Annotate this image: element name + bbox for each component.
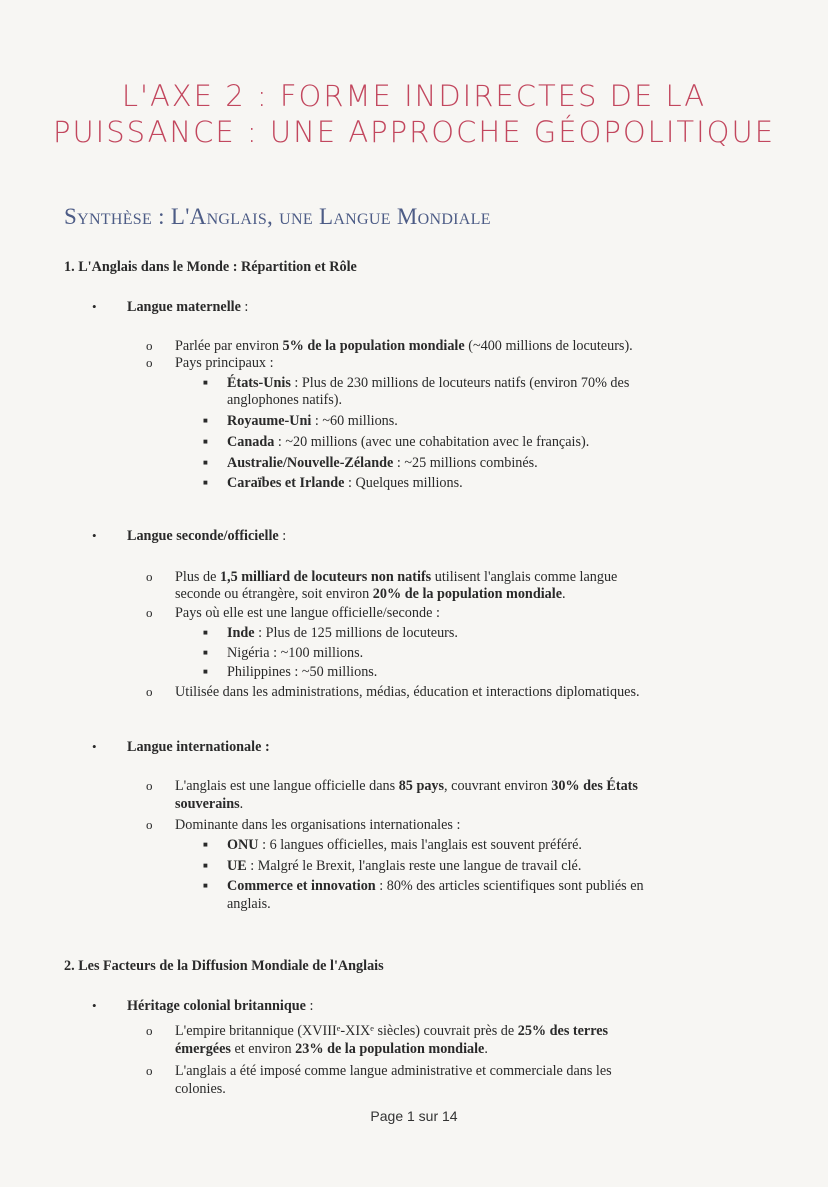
bold-text: Héritage colonial britannique bbox=[127, 998, 306, 1014]
bold-text: Langue seconde/officielle bbox=[127, 528, 279, 544]
bold-text: Langue internationale : bbox=[127, 739, 270, 755]
bold-text: Royaume-Uni bbox=[227, 413, 312, 429]
text: L'empire britannique (XVIIIᵉ-XIXᵉ siècles) couvrait près de bbox=[175, 1023, 518, 1039]
text: utilisent l'anglais comme langue bbox=[431, 569, 618, 585]
text: : bbox=[278, 528, 287, 544]
bold-text: 1,5 milliard de locuteurs non natifs bbox=[219, 569, 432, 585]
circle-bullet-icon: o bbox=[146, 1063, 153, 1078]
list-item bbox=[127, 527, 286, 545]
bold-text: 25% des terres bbox=[517, 1023, 609, 1039]
list-item bbox=[227, 391, 342, 409]
list-item bbox=[175, 777, 638, 795]
list-item bbox=[127, 738, 270, 756]
circle-bullet-icon: o bbox=[146, 569, 153, 584]
bold-text: Inde bbox=[227, 625, 255, 641]
list-item bbox=[227, 663, 377, 681]
text: anglophones natifs). bbox=[227, 392, 343, 408]
bold-text: Langue maternelle bbox=[127, 299, 241, 315]
list-item bbox=[175, 683, 640, 701]
square-bullet-icon: ■ bbox=[203, 840, 208, 849]
text: . bbox=[562, 586, 566, 602]
list-item bbox=[175, 1022, 608, 1040]
title-line-1: L'AXE 2 : FORME INDIRECTES DE LA bbox=[121, 79, 707, 113]
text: : Malgré le Brexit, l'anglais reste une langue de travail clé. bbox=[246, 858, 582, 874]
list-item bbox=[175, 1080, 226, 1098]
text: Philippines : ~50 millions. bbox=[227, 664, 378, 680]
text: Parlée par environ bbox=[175, 338, 283, 354]
square-bullet-icon: ■ bbox=[203, 628, 208, 637]
text: , couvrant environ bbox=[444, 778, 552, 794]
bold-text: Canada bbox=[227, 434, 275, 450]
square-bullet-icon: ■ bbox=[203, 416, 208, 425]
circle-bullet-icon: o bbox=[146, 1023, 153, 1038]
list-item bbox=[227, 474, 463, 492]
square-bullet-icon: ■ bbox=[203, 667, 208, 676]
list-item bbox=[227, 895, 271, 913]
bullet-icon: • bbox=[92, 998, 97, 1013]
text: L'anglais a été imposé comme langue administrative et commerciale dans les bbox=[175, 1063, 612, 1079]
list-item bbox=[227, 644, 363, 662]
circle-bullet-icon: o bbox=[146, 605, 153, 620]
list-item bbox=[127, 997, 313, 1015]
list-item bbox=[175, 1062, 612, 1080]
text: L'anglais est une langue officielle dans bbox=[175, 778, 399, 794]
bold-text: Australie/Nouvelle-Zélande bbox=[227, 455, 394, 471]
text: : Plus de 125 millions de locuteurs. bbox=[254, 625, 458, 641]
bold-text: 2. Les Facteurs de la Diffusion Mondiale de l'Anglais bbox=[64, 958, 384, 974]
list-item bbox=[175, 795, 243, 813]
square-bullet-icon: ■ bbox=[203, 861, 208, 870]
text: Plus de bbox=[175, 569, 220, 585]
text: : Plus de 230 millions de locuteurs natifs (environ 70% des bbox=[290, 375, 630, 391]
list-item bbox=[127, 298, 248, 316]
list-item bbox=[175, 568, 617, 586]
bold-text: Caraïbes et Irlande bbox=[227, 475, 345, 491]
text: (~400 millions de locuteurs). bbox=[464, 338, 633, 354]
list-item bbox=[227, 624, 458, 642]
text: : bbox=[305, 998, 314, 1014]
bold-text: 23% de la population mondiale bbox=[295, 1041, 485, 1057]
circle-bullet-icon: o bbox=[146, 355, 153, 370]
list-item bbox=[175, 585, 566, 603]
bold-text: souverains bbox=[175, 796, 240, 812]
circle-bullet-icon: o bbox=[146, 778, 153, 793]
circle-bullet-icon: o bbox=[146, 338, 153, 353]
bold-text: 30% des États bbox=[551, 778, 638, 794]
list-item bbox=[227, 433, 589, 451]
list-item bbox=[227, 454, 538, 472]
list-item bbox=[227, 412, 398, 430]
bullet-icon: • bbox=[92, 528, 97, 543]
bullet-icon: • bbox=[92, 299, 97, 314]
title-line-2: PUISSANCE : UNE APPROCHE GÉOPOLITIQUE bbox=[52, 115, 776, 149]
text: : bbox=[240, 299, 249, 315]
text: . bbox=[484, 1041, 488, 1057]
square-bullet-icon: ■ bbox=[203, 478, 208, 487]
section-heading bbox=[64, 957, 384, 975]
text: et environ bbox=[230, 1041, 296, 1057]
text: : Quelques millions. bbox=[344, 475, 463, 491]
square-bullet-icon: ■ bbox=[203, 437, 208, 446]
synthesis-heading: Synthèse : L'Anglais, une Langue Mondiale bbox=[64, 204, 491, 229]
bold-text: 85 pays bbox=[398, 778, 445, 794]
text: Pays principaux : bbox=[175, 355, 274, 371]
bold-text: UE bbox=[227, 858, 247, 874]
circle-bullet-icon: o bbox=[146, 684, 153, 699]
list-item bbox=[227, 374, 629, 392]
square-bullet-icon: ■ bbox=[203, 458, 208, 467]
page-number: Page 1 sur 14 bbox=[370, 1108, 458, 1124]
list-item bbox=[175, 337, 633, 355]
list-item bbox=[175, 354, 274, 372]
section-heading bbox=[64, 258, 357, 276]
text: Dominante dans les organisations internationales : bbox=[175, 817, 461, 833]
list-item bbox=[175, 1040, 488, 1058]
circle-bullet-icon: o bbox=[146, 817, 153, 832]
text: : ~20 millions (avec une cohabitation avec le français). bbox=[274, 434, 590, 450]
text: colonies. bbox=[175, 1081, 226, 1097]
text: anglais. bbox=[227, 896, 271, 912]
text: : 80% des articles scientifiques sont publiés en bbox=[375, 878, 644, 894]
text: : 6 langues officielles, mais l'anglais est souvent préféré. bbox=[258, 837, 582, 853]
bold-text: 5% de la population mondiale bbox=[282, 338, 465, 354]
list-item bbox=[175, 816, 460, 834]
bold-text: émergées bbox=[175, 1041, 231, 1057]
text: Nigéria : ~100 millions. bbox=[227, 645, 364, 661]
bullet-icon: • bbox=[92, 739, 97, 754]
list-item bbox=[227, 836, 582, 854]
square-bullet-icon: ■ bbox=[203, 648, 208, 657]
list-item bbox=[227, 877, 644, 895]
bold-text: États-Unis bbox=[227, 375, 291, 391]
text: : ~60 millions. bbox=[311, 413, 398, 429]
square-bullet-icon: ■ bbox=[203, 881, 208, 890]
text: seconde ou étrangère, soit environ bbox=[175, 586, 373, 602]
text: Pays où elle est une langue officielle/seconde : bbox=[175, 605, 440, 621]
text: . bbox=[239, 796, 244, 812]
bold-text: 20% de la population mondiale bbox=[372, 586, 562, 602]
document-title bbox=[0, 78, 828, 150]
bold-text: 1. L'Anglais dans le Monde : Répartition et Rôle bbox=[64, 259, 357, 275]
list-item bbox=[227, 857, 581, 875]
bold-text: ONU bbox=[227, 837, 259, 853]
square-bullet-icon: ■ bbox=[203, 378, 208, 387]
text: Utilisée dans les administrations, médias, éducation et interactions diplomatiques. bbox=[175, 684, 640, 700]
bold-text: Commerce et innovation bbox=[227, 878, 376, 894]
list-item bbox=[175, 604, 440, 622]
text: : ~25 millions combinés. bbox=[393, 455, 538, 471]
